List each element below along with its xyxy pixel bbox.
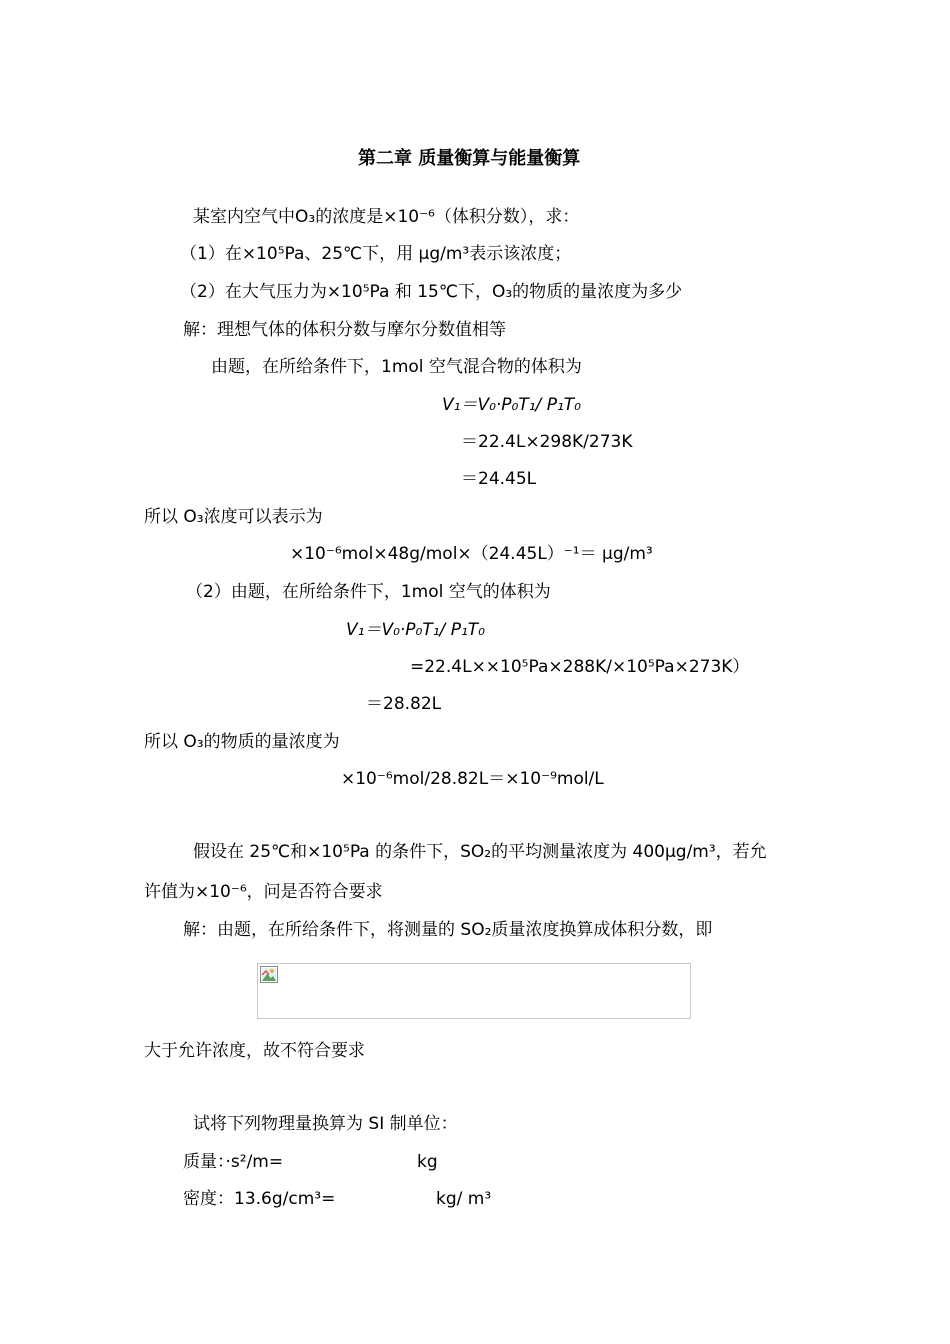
equation-concentration-2: ×10⁻⁶mol/28.82L＝×10⁻⁹mol/L bbox=[341, 769, 604, 789]
problem-2-statement-line-1: 假设在 25℃和×10⁵Pa 的条件下，SO₂的平均测量浓度为 400μg/m³，若允 bbox=[193, 842, 767, 862]
problem-3-statement: 试将下列物理量换算为 SI 制单位： bbox=[193, 1114, 458, 1134]
problem-2-solution: 解：由题，在所给条件下，将测量的 SO₂质量浓度换算成体积分数，即 bbox=[183, 920, 713, 940]
equation-volume-1: V₁＝V₀·P₀T₁/ P₁T₀ bbox=[442, 395, 581, 415]
mass-conversion-unit: kg bbox=[417, 1152, 438, 1172]
equation-volume-6: ＝28.82L bbox=[366, 694, 442, 714]
problem-1-step-2: （2）由题，在所给条件下，1mol 空气的体积为 bbox=[186, 582, 551, 602]
density-conversion-label: 密度：13.6g/cm³= bbox=[183, 1189, 336, 1209]
problem-1-so-2: 所以 O₃的物质的量浓度为 bbox=[144, 732, 340, 752]
problem-2-conclusion: 大于允许浓度，故不符合要求 bbox=[144, 1041, 365, 1061]
problem-1-statement: 某室内空气中O₃的浓度是×10⁻⁶（体积分数），求： bbox=[193, 207, 580, 227]
equation-concentration-1: ×10⁻⁶mol×48g/mol×（24.45L）⁻¹＝ μg/m³ bbox=[290, 544, 653, 564]
equation-volume-4: V₁＝V₀·P₀T₁/ P₁T₀ bbox=[346, 620, 485, 640]
problem-2-statement-line-2: 许值为×10⁻⁶，问是否符合要求 bbox=[144, 882, 383, 902]
problem-1-solution-intro: 解：理想气体的体积分数与摩尔分数值相等 bbox=[183, 320, 506, 340]
chapter-title: 第二章 质量衡算与能量衡算 bbox=[358, 148, 581, 169]
broken-image-icon bbox=[260, 966, 278, 983]
mass-conversion-label: 质量：·s²/m= bbox=[183, 1152, 284, 1172]
equation-volume-3: ＝24.45L bbox=[461, 469, 537, 489]
density-conversion-unit: kg/ m³ bbox=[436, 1189, 492, 1209]
equation-volume-5: =22.4L××10⁵Pa×288K/×10⁵Pa×273K） bbox=[410, 657, 750, 677]
problem-1-step-1: 由题，在所给条件下，1mol 空气混合物的体积为 bbox=[211, 357, 582, 377]
formula-image-placeholder bbox=[257, 963, 691, 1019]
problem-1-so-1: 所以 O₃浓度可以表示为 bbox=[144, 507, 323, 527]
problem-1-question-2: （2）在大气压力为×10⁵Pa 和 15℃下，O₃的物质的量浓度为多少 bbox=[180, 282, 683, 302]
problem-1-question-1: （1）在×10⁵Pa、25℃下，用 μg/m³表示该浓度； bbox=[180, 244, 572, 264]
equation-volume-2: ＝22.4L×298K/273K bbox=[461, 432, 633, 452]
